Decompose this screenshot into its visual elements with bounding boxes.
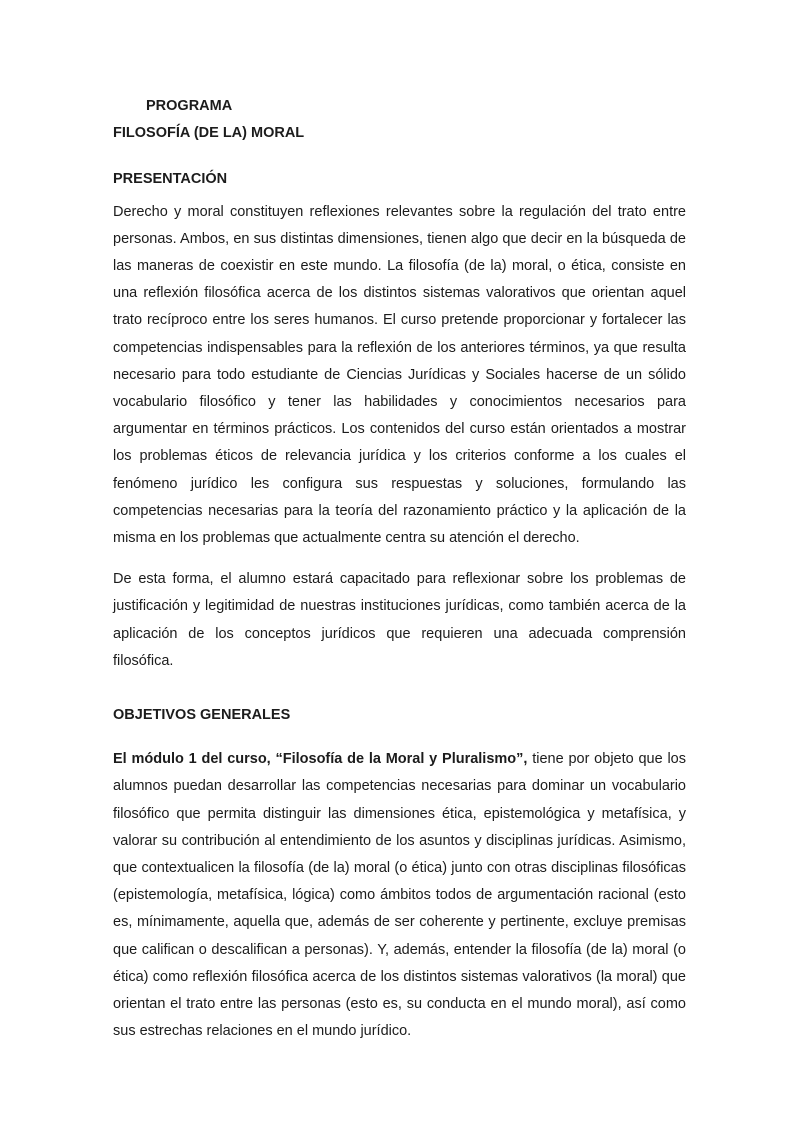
presentation-paragraph-2: De esta forma, el alumno estará capacitado para reflexionar sobre los problemas de justificación y legitimidad de nuestras instituciones jurídicas, como también acerca de la aplicación de los conceptos jurídicos que requieren una adecuada comprensión filosófica. xyxy=(113,571,686,669)
objectives-paragraph-lead: El módulo 1 del curso, “Filosofía de la Moral y Pluralismo”, xyxy=(113,751,528,768)
objectives-paragraph-1 xyxy=(113,746,686,1045)
presentation-heading: PRESENTACIÓN xyxy=(113,171,228,188)
course-title: FILOSOFÍA (DE LA) MORAL xyxy=(113,125,305,142)
objectives-heading: OBJETIVOS GENERALES xyxy=(113,707,291,724)
objectives-paragraph-rest: tiene por objeto que los alumnos puedan desarrollar las competencias necesarias para dominar un vocabulario filosófico que permita distinguir las dimensiones ética, epistemológica y metafísica, y valorar su contribución al entendimiento de los asuntos y disciplinas jurídicas. Asimismo, que contextualicen la filosofía (de la) moral (o ética) junto con otras disciplinas filosóficas (epistemología, metafísica, lógica) como ámbitos todos de argumentación racional (esto es, mínimamente, aquella que, además de ser coherente y pertinente, excluye premisas que califican o descalifican a personas). Y, además, entender la filosofía (de la) moral (o ética) como reflexión filosófica acerca de los distintos sistemas valorativos (la moral) que orientan el trato entre las personas (esto es, su conducta en el mundo moral), así como sus estrechas relaciones en el mundo jurídico. xyxy=(113,751,686,1040)
document-content xyxy=(113,93,686,1046)
document-title: PROGRAMA xyxy=(146,98,233,114)
presentation-paragraph-1: Derecho y moral constituyen reflexiones relevantes sobre la regulación del trato entre personas. Ambos, en sus distintas dimensiones, tienen algo que decir en la búsqueda de las maneras de coexistir en este mundo. La filosofía (de la) moral, o ética, consiste en una reflexión filosófica acerca de los distintos sistemas valorativos que orientan aquel trato recíproco entre los seres humanos. El curso pretende proporcionar y fortalecer las competencias indispensables para la reflexión de los anteriores términos, ya que resulta necesario para todo estudiante de Ciencias Jurídicas y Sociales hacerse de un sólido vocabulario filosófico y tener las habilidades y conocimientos necesarios para argumentar en términos prácticos. Los contenidos del curso están orientados a mostrar los problemas éticos de relevancia jurídica y los criterios conforme a los cuales el fenómeno jurídico les configura sus respuestas y soluciones, formulando las competencias necesarias para la teoría del razonamiento práctico y la aplicación de la misma en los problemas que actualmente centra su atención el derecho. xyxy=(113,203,686,547)
